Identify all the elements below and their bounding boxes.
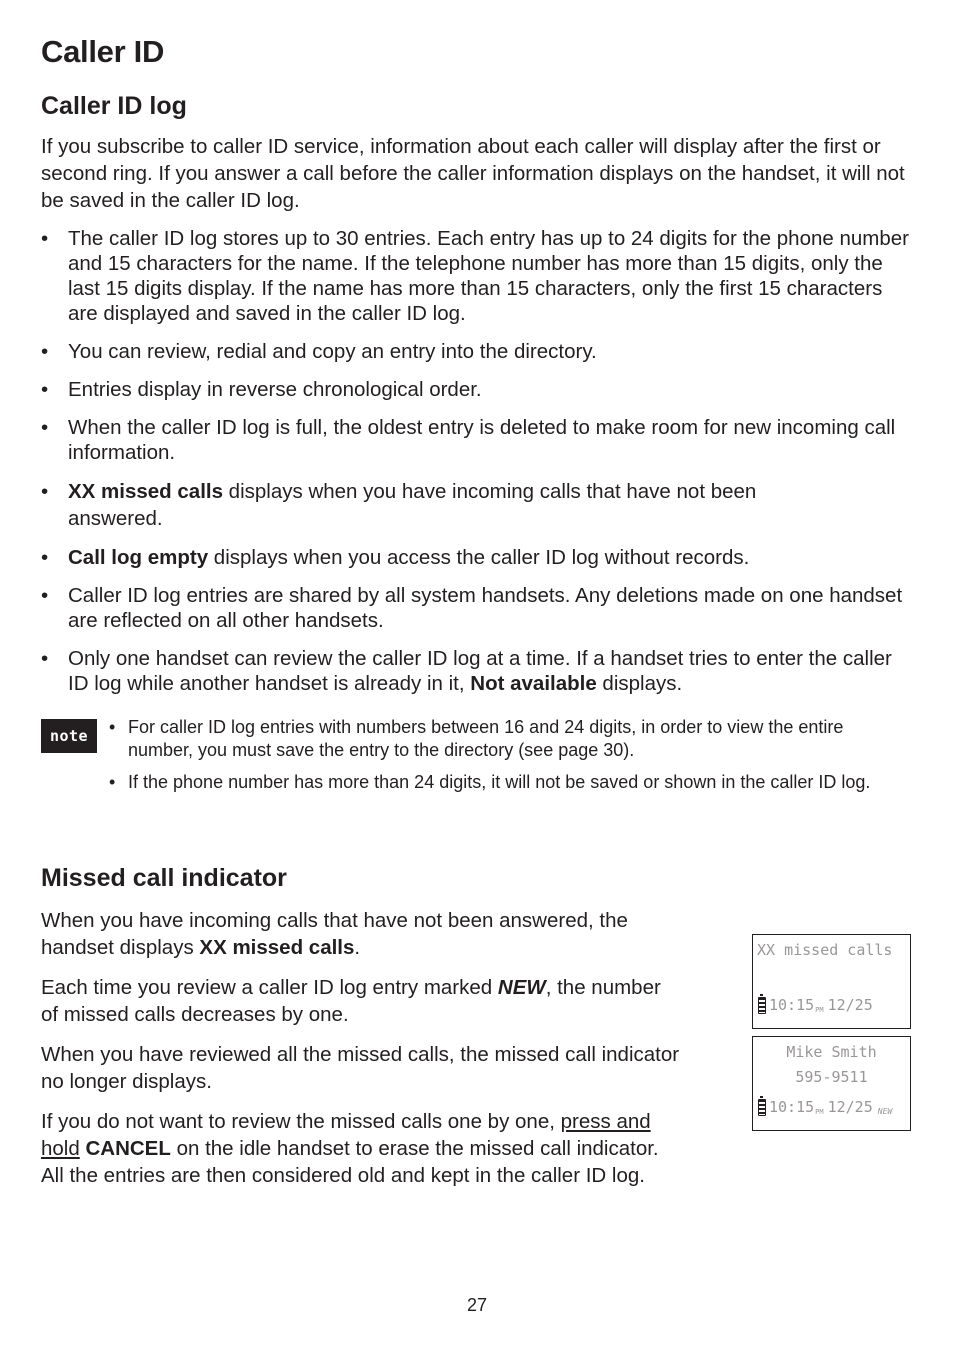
caller-id-log-bullets <box>41 226 911 696</box>
list-item: • When the caller ID log is full, the oldest entry is deleted to make room for new incoming call information. <box>41 415 911 465</box>
missed-call-body <box>41 907 681 1189</box>
note-box <box>41 716 911 816</box>
caller-id-log-intro: If you subscribe to caller ID service, information about each caller will display after the first or second ring. If you answer a call before the caller information displays on the handset, it will not be saved in the caller ID log. <box>41 135 905 212</box>
screen-status-line: 10:15 PM 12/25 NEW <box>758 1098 892 1116</box>
handset-screen-entry <box>752 1036 911 1131</box>
screen-text: XX missed calls <box>757 941 893 959</box>
battery-icon <box>758 1099 766 1116</box>
note-item: • For caller ID log entries with numbers between 16 and 24 digits, in order to view the entire number, you must save the entry to the directory (see page 30). <box>109 716 879 762</box>
handset-screen-missed-calls <box>752 934 911 1029</box>
screen-status-line: 10:15 PM 12/25 <box>758 996 873 1014</box>
caller-id-log-heading: Caller ID log <box>41 92 187 120</box>
missed-call-paragraph: When you have reviewed all the missed calls, the missed call indicator no longer displays. <box>41 1043 680 1093</box>
screen-caller-number: 595-9511 <box>795 1068 868 1086</box>
battery-icon <box>758 997 766 1014</box>
missed-call-paragraph: When you have incoming calls that have not been answered, the handset displays XX missed calls. <box>41 909 628 959</box>
missed-call-paragraph: Each time you review a caller ID log entry marked NEW, the number of missed calls decreases by one. <box>41 976 661 1026</box>
missed-call-paragraph: If you do not want to review the missed calls one by one, press and hold CANCEL on the idle handset to erase the missed call indicator. All the entries are then considered old and kept in the caller ID log. <box>41 1110 659 1187</box>
page-number: 27 <box>466 1295 488 1315</box>
list-item: • Only one handset can review the caller ID log at a time. If a handset tries to enter the caller ID log while another handset is already in it, Not available displays. <box>41 646 911 696</box>
list-item: • You can review, redial and copy an entry into the directory. <box>41 339 911 364</box>
screen-caller-name: Mike Smith <box>786 1043 877 1061</box>
note-list <box>109 716 879 803</box>
list-item: • XX missed calls displays when you have incoming calls that have not been answered. <box>41 478 911 532</box>
note-badge: note <box>41 719 97 753</box>
list-item: • Entries display in reverse chronological order. <box>41 377 911 402</box>
list-item: • Caller ID log entries are shared by all system handsets. Any deletions made on one handset are reflected on all other handsets. <box>41 583 911 633</box>
list-item: • Call log empty displays when you access the caller ID log without records. <box>41 545 911 570</box>
missed-call-indicator-heading: Missed call indicator <box>41 864 287 892</box>
note-item: • If the phone number has more than 24 digits, it will not be saved or shown in the caller ID log. <box>109 771 879 794</box>
page-title: Caller ID <box>41 34 165 69</box>
list-item: • The caller ID log stores up to 30 entries. Each entry has up to 24 digits for the phone number and 15 characters for the name. If the telephone number has more than 15 digits, only the last 15 digits display. If the name has more than 15 characters, only the first 15 characters are displayed and saved in the caller ID log. <box>41 226 911 326</box>
